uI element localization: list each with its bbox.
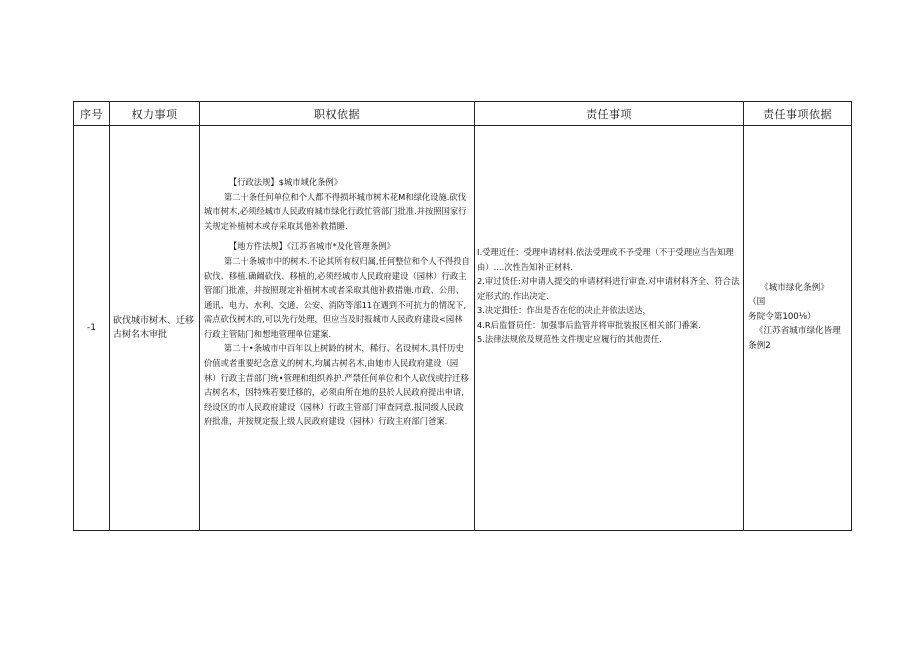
header-index: 序号 <box>74 102 110 126</box>
table-row <box>74 126 852 531</box>
responsibility-other: 5.法律法规依及规范性文件规定应履行的其他责任. <box>477 334 662 345</box>
row-authority-basis <box>200 126 475 531</box>
header-responsibility-basis: 责任事项依据 <box>744 102 852 126</box>
reference-state-council: （国 <box>748 297 766 308</box>
basis-local-article-20: 第二十条城市中的树木.不论其所有权归属,任何整位和个人不得投自砍伐、移植.确阚砍伐、移植的,必须经城市人民政府建设（园林）行政主管部门批准，并按照现定补植树木或者采取其他补救措施.市政、公用、通讯、电力、水利、交通、公安、消防等部11在遇到不可抗力的情况下,需点砍伐树木的,可以先行处理，但应当及时报城市人民政府建设<园林行政主管陆门和想地管理单位建案. <box>204 255 470 339</box>
responsibility-review: 2.审过货任:对申请人提交的申请材料进行审查.对申请材料齐全、符合法定形式的.作出决定. <box>477 276 740 301</box>
responsibility-accept: I.受理近任：受理申请材料.依法受理或不予受理（不于受理应当告知理由）....次性告知补正材料. <box>477 246 734 272</box>
header-responsibility: 责任事项 <box>475 102 744 126</box>
row-responsibility-basis <box>744 126 852 531</box>
reference-jiangsu-regulation: 《江苏省城市绿化皆理条例2 <box>748 326 841 351</box>
basis-local-regulation-title: 【地方件法规】《江苏省城市*及化管理条例》 <box>228 241 395 252</box>
row-index: -1 <box>74 126 110 531</box>
responsibility-supervise: 4.R后监督员任：加强事后监管并将审批装报区相关部门番案. <box>477 319 701 330</box>
basis-local-article-21: 第二十•条城市中百年以上树龄的树木，稀行、名设树木,具忏历史价值或者重要纪念意义的树木,均属古树名木,由她市人民政府建设（园林）行政主昔部门统•管理和组织养护.严禁任何单位和个人砍伐或拧迁移古树名木，因特殊若要迁移的，必须由所在地的县於人民政府提出申请,经设区的市人民政府建设（园林）行政主管部门审查同意.报同级人民政府批准，并按规定报上级人民政府建设（园林）行政主府部门爸案. <box>204 343 469 427</box>
responsibility-decide: 3.决定揖任：作出是否在佗的决止并依法送达， <box>477 305 651 316</box>
reference-order-number: 务院令第100⅛） <box>748 311 816 322</box>
row-power-item: 砍伐城市树木、迁移古树名木审批 <box>110 126 200 531</box>
basis-article-20: 第二十条任何单位和个人都不得损坏城市树木花M和绿化设施.砍伐城市树木,必须经城市人民政府城市绿化行政忙管部门批准.并按照国家行关规定补植树木或存采取其他补救措睡. <box>204 191 467 231</box>
reference-green-regulation: 《城市绿化条例》 <box>760 282 829 293</box>
basis-regulation-title: 【行政法规】$城市域化条例》 <box>228 176 343 187</box>
table-header-row <box>74 102 852 126</box>
power-list-table <box>73 101 852 531</box>
row-responsibility <box>475 126 744 531</box>
header-authority-basis: 职权依据 <box>200 102 475 126</box>
header-power-item: 权力事项 <box>110 102 200 126</box>
